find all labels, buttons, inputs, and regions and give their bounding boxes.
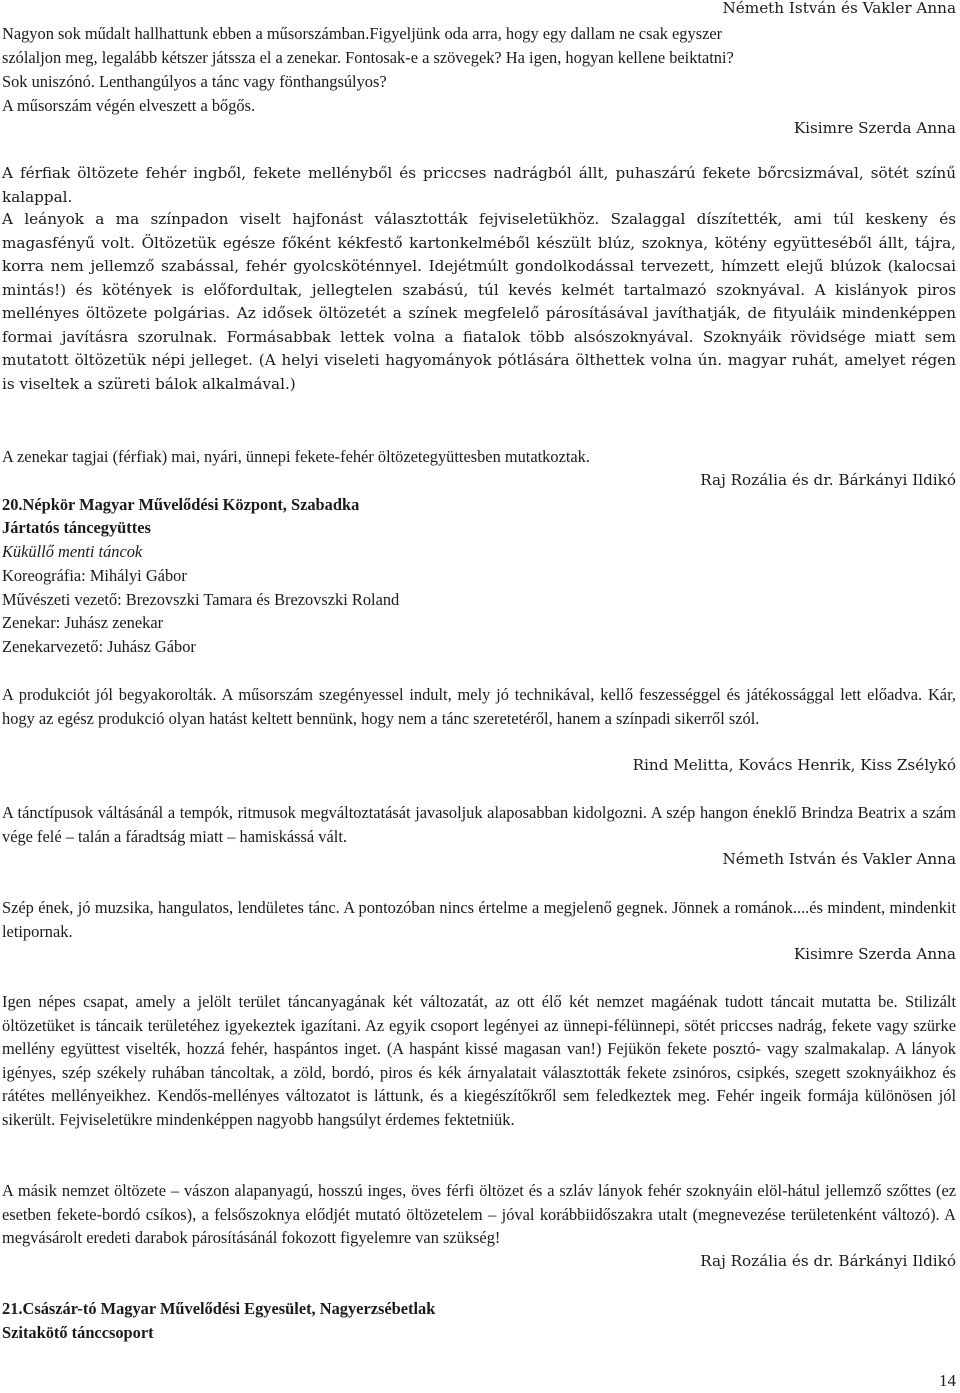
paragraph: Igen népes csapat, amely a jelölt terület táncanyagának két változatát, az ott élő két nemzet magáénak tudott táncait mutatta be. Stilizált öltözetüket is táncaik területéhez igyekeztek igazítani. Az egyik csoport legényei az ünnepi-félünnepi, sötét priccses nadrág, fekete vagy szürke mellény együttest viselték, hozzá fehér, haspántos inget. (A haspánt kissé magasan van!) Fejükön fekete posztó- vagy szalmakalap. A lányok igényes, szép székely ruhában táncoltak, a zöld, bordó, piros és kék árnyalatait választották fekete zsinóros, csipkés, szegett szoknyáikhoz és rátétes mellényeikhez. Kendős-mellényes változatot is láttunk, és a kiegészítőkről sem feledkeztek meg. Fehér ingeik formája különösen jól sikerült. Fejviseletükre mindenképpen nagyobb hangsúlyt érdemes fektetniük. (2, 992, 956, 1129)
signature: Kisimre Szerda Anna (793, 119, 956, 137)
paragraph: A produkciót jól begyakorolták. A műsorszám szegényessel indult, mely jó technikával, kellő feszességgel és játékossággal lett előadva. Kár, hogy az egész produkció olyan hatást keltett bennünk, hogy nem a tánc szeretetéről, hanem a színpadi sikerről szól. (2, 685, 956, 728)
artistic-director: Művészeti vezető: Brezovszki Tamara és Brezovszki Roland (2, 590, 400, 609)
section-number: 20. (2, 495, 23, 514)
section-org: Népkör Magyar Művelődési Központ, Szabadka (22, 495, 360, 514)
bandleader: Zenekarvezető: Juhász Gábor (2, 637, 196, 656)
paragraph: A zenekar tagjai (férfiak) mai, nyári, ünnepi fekete-fehér öltözetegyüttesben mutatkoztak. (2, 447, 590, 466)
text-line: Sok uniszónó. Lenthangúlyos a tánc vagy fönthangsúlyos? (2, 72, 387, 91)
band: Zenekar: Juhász zenekar (2, 613, 164, 632)
signature: Rind Melitta, Kovács Henrik, Kiss Zsélykó (632, 756, 956, 774)
signature: Kisimre Szerda Anna (793, 945, 956, 963)
page-number: 14 (939, 1371, 956, 1390)
text-line: A műsorszám végén elveszett a bőgős. (2, 96, 256, 115)
signature: Németh István és Vakler Anna (722, 850, 956, 868)
paragraph: A tánctípusok váltásánál a tempók, ritmusok megváltoztatását javasoljuk alaposabban kidolgozni. A szép hangon éneklő Brindza Beatrix a szám vége felé – talán a fáradtság miatt – hamiskássá vált. (2, 803, 956, 846)
paragraph: A férfiak öltözete fehér ingből, fekete mellényből és priccses nadrágból állt, puhaszárú fekete bőrcsizmával, sötét színű kalappal. (2, 164, 956, 206)
text-line: Nagyon sok műdalt hallhattunk ebben a műsorszámban.Figyeljünk oda arra, hogy egy dallam ne csak egyszer (2, 24, 723, 43)
paragraph: A másik nemzet öltözete – vászon alapanyagú, hosszú inges, öves férfi öltözet és a szláv lányok fehér szoknyáin elöl-hátul jellemző szőttes (ez esetben fekete-bordó csíkos), a felsőszoknya elődjét mutató öltözetelem – jóval korábbiidőszakra utalt (megnevezése területenként változó). A megvásárolt eredeti darabok párosításánál fokozott figyelemre van szükség! (2, 1181, 956, 1247)
signature: Raj Rozália és dr. Bárkányi Ildikó (700, 471, 956, 489)
paragraph: Szép ének, jó muzsika, hangulatos, lendületes tánc. A pontozóban nincs értelme a megjelenő gegnek. Jönnek a románok....és mindent, mindenkit letipornak. (2, 898, 956, 941)
paragraph: A leányok a ma színpadon viselt hajfonást választották fejviseletükhöz. Szalaggal díszítették, ami túl keskeny és magasfényű volt. Öltözetük egésze főként kékfestő kartonkelméből készült blúz, szoknya, kötény együtteséből állt, tájra, korra nem jellemző szabással, fehér gyolcsköténnyel. Idejétmúlt gondolkodással tervezett, hímzett elejű blúzok (kalocsai mintás!) és kötények is előfordultak, jellegtelen szabású, túl kevés kelmét tartalmazó szoknyával. A kislányok piros mellényes öltözete polgárias. Az idősek öltözetét a színek megfelelő párosításával javíthatják, de fityuláik mindenképpen formai javításra szorulnak. Formásabbak lettek volna a fiatalok több alsószoknyával. Szoknyáik rövidsége miatt sem mutatott öltözetük népi jelleget. (A helyi viseleti hagyományok pótlására ölthettek volna ún. magyar ruhát, amelyet régen is viseltek a szüreti bálok alkalmával.) (2, 210, 956, 393)
text-line: szólaljon meg, legalább kétszer játssza el a zenekar. Fontosak-e a szövegek? Ha igen, hogyan kellene beiktatni? (2, 48, 734, 67)
dance-title: Küküllő menti táncok (2, 542, 143, 561)
signature: Raj Rozália és dr. Bárkányi Ildikó (700, 1252, 956, 1270)
ensemble-name: Szitakötő tánccsoport (2, 1323, 154, 1342)
header-authors: Németh István és Vakler Anna (722, 0, 956, 17)
section-heading (2, 493, 359, 517)
section-heading: 21.Császár-tó Magyar Művelődési Egyesület, Nagyerzsébetlak (2, 1299, 436, 1318)
choreography: Koreográfia: Mihályi Gábor (2, 566, 187, 585)
ensemble-name: Jártatós táncegyüttes (2, 518, 151, 537)
